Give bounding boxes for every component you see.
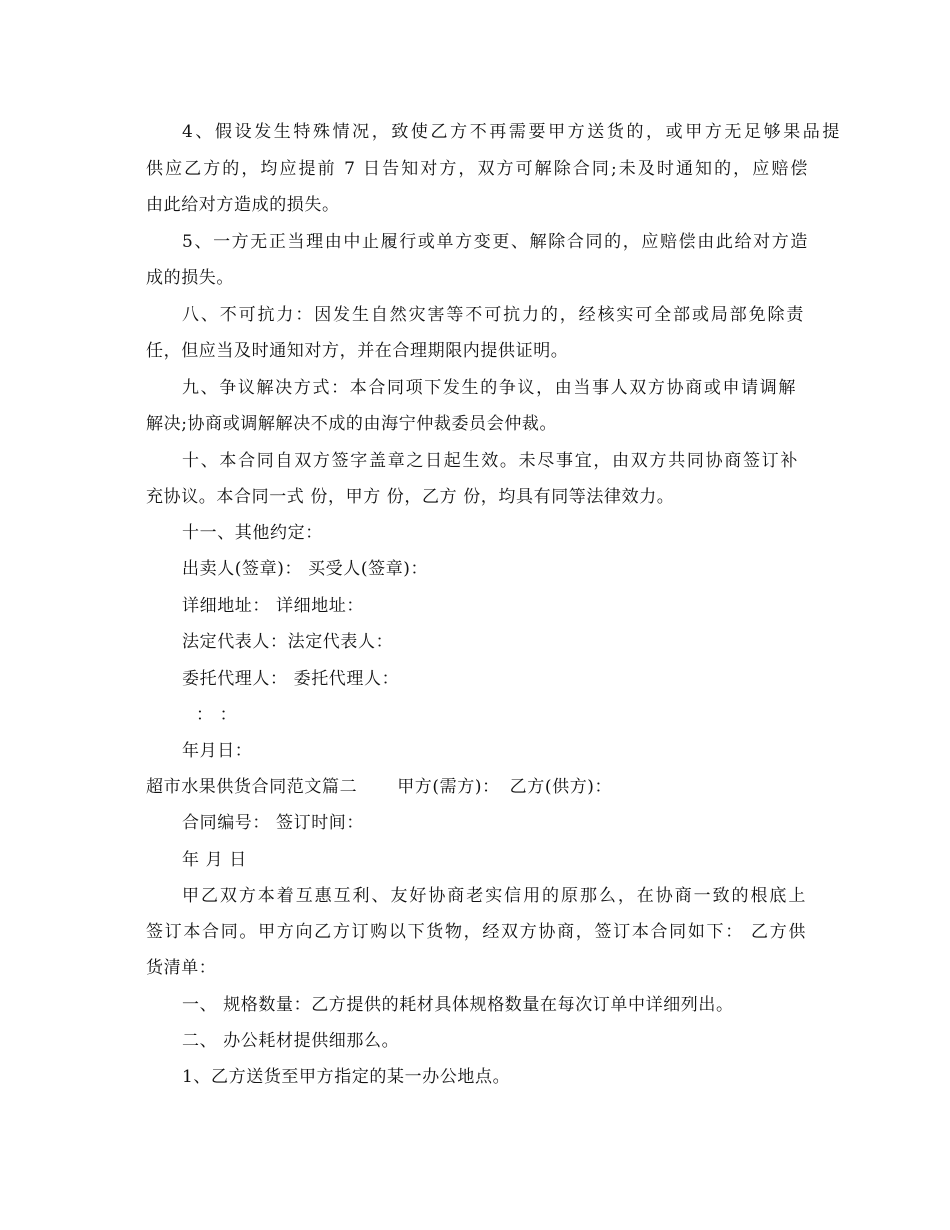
paragraph-line: 充协议。本合同一式 份，甲方 份，乙方 份，均具有同等法律效力。	[146, 487, 675, 507]
paragraph-line: 5、一方无正当理由中止履行或单方变更、解除合同的，应赔偿由此给对方造	[182, 232, 808, 252]
contract-title: 超市水果供货合同范文篇二	[146, 777, 358, 797]
paragraph-line: 4、假设发生特殊情况，致使乙方不再需要甲方送货的，或甲方无足够果品提	[182, 122, 840, 142]
paragraph-line: 九、争议解决方式：本合同项下发生的争议，由当事人双方协商或申请调解	[182, 378, 796, 398]
paragraph-line: 八、不可抗力：因发生自然灾害等不可抗力的，经核实可全部或局部免除责	[182, 305, 804, 325]
paragraph-line: 由此给对方造成的损失。	[146, 195, 340, 215]
colon-line: ： ：	[196, 705, 238, 725]
clause-line: 一、 规格数量：乙方提供的耗材具体规格数量在每次订单中详细列出。	[182, 995, 734, 1015]
seller-buyer-signature-line: 出卖人(签章)： 买受人(签章)：	[182, 559, 429, 579]
paragraph-line: 签订本合同。甲方向乙方订购以下货物，经双方协商，签订本合同如下： 乙方供	[146, 922, 806, 942]
paragraph-line: 十、本合同自双方签字盖章之日起生效。未尽事宜，由双方共同协商签订补	[182, 451, 798, 471]
paragraph-line: 供应乙方的，均应提前 7 日告知对方，双方可解除合同;未及时通知的，应赔偿	[146, 159, 808, 179]
address-line: 详细地址： 详细地址：	[182, 596, 365, 616]
paragraph-line: 甲乙双方本着互惠互利、友好协商老实信用的原那么，在协商一致的根底上	[182, 886, 806, 906]
other-terms-heading: 十一、其他约定：	[182, 523, 323, 543]
authorized-agent-line: 委托代理人： 委托代理人：	[182, 669, 400, 689]
contract-number-line: 合同编号： 签订时间：	[182, 813, 365, 833]
paragraph-line: 成的损失。	[146, 268, 234, 288]
clause-line: 1、乙方送货至甲方指定的某一办公地点。	[182, 1067, 511, 1087]
section-title-line	[146, 776, 612, 798]
date-placeholder-line: 年 月 日	[182, 850, 247, 870]
party-b-label: 乙方(供方)：	[509, 777, 613, 797]
date-line: 年月日：	[182, 741, 253, 761]
party-a-label: 甲方(需方)：	[397, 777, 500, 797]
legal-representative-line: 法定代表人：法定代表人：	[182, 632, 394, 652]
paragraph-line: 货清单：	[146, 958, 217, 978]
clause-line: 二、 办公耗材提供细那么。	[182, 1031, 400, 1051]
paragraph-line: 解决;协商或调解解决不成的由海宁仲裁委员会仲裁。	[146, 414, 558, 434]
paragraph-line: 任，但应当及时通知对方，并在合理期限内提供证明。	[146, 341, 569, 361]
